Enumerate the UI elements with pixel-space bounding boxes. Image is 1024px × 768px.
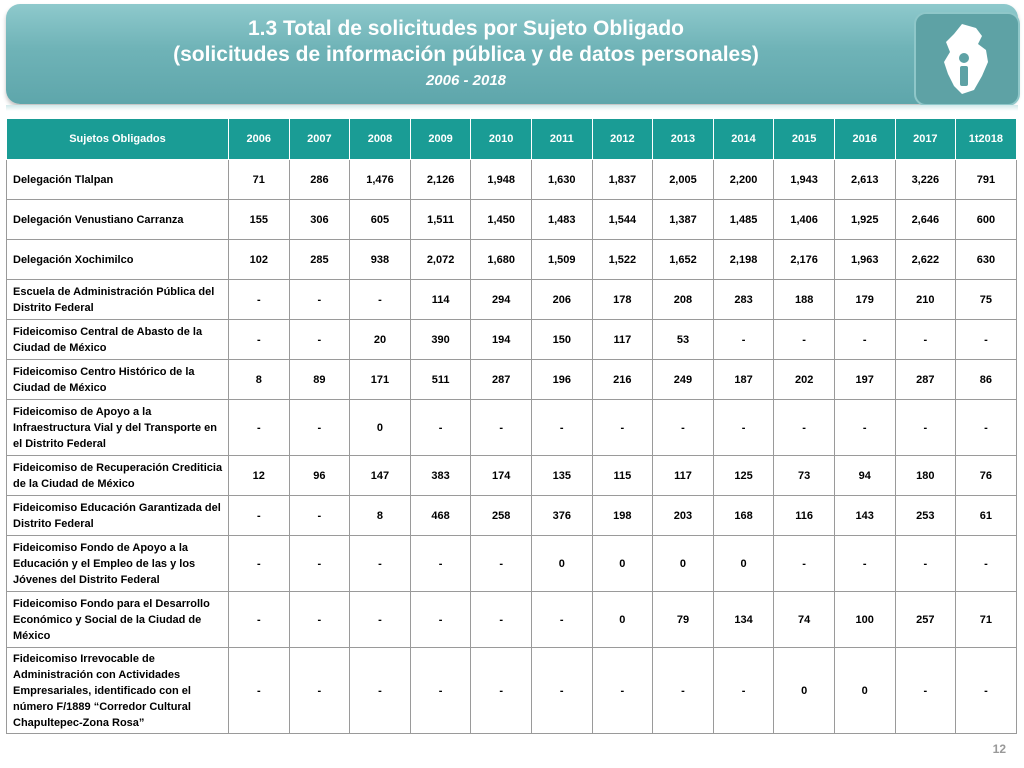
column-header-year: 2010 <box>471 119 532 160</box>
value-cell: 1,476 <box>350 160 411 200</box>
value-cell: - <box>350 536 411 592</box>
value-cell: 600 <box>956 200 1017 240</box>
value-cell: - <box>592 648 653 734</box>
subject-name-cell: Fideicomiso Central de Abasto de la Ciudad de México <box>7 320 229 360</box>
value-cell: 0 <box>653 536 714 592</box>
value-cell: - <box>956 536 1017 592</box>
value-cell: 71 <box>229 160 290 200</box>
value-cell: - <box>289 320 350 360</box>
value-cell: 286 <box>289 160 350 200</box>
table-header-row <box>7 119 1017 160</box>
value-cell: - <box>289 648 350 734</box>
value-cell: 1,963 <box>834 240 895 280</box>
value-cell: 2,176 <box>774 240 835 280</box>
value-cell: - <box>410 536 471 592</box>
column-header-year: 2007 <box>289 119 350 160</box>
subject-name-cell: Fideicomiso Educación Garantizada del Distrito Federal <box>7 496 229 536</box>
value-cell: 171 <box>350 360 411 400</box>
value-cell: - <box>653 400 714 456</box>
value-cell: 197 <box>834 360 895 400</box>
value-cell: 1,837 <box>592 160 653 200</box>
value-cell: 102 <box>229 240 290 280</box>
value-cell: 115 <box>592 456 653 496</box>
column-header-year: 2017 <box>895 119 956 160</box>
value-cell: - <box>229 496 290 536</box>
value-cell: 53 <box>653 320 714 360</box>
table-row <box>7 592 1017 648</box>
value-cell: 0 <box>774 648 835 734</box>
value-cell: 73 <box>774 456 835 496</box>
value-cell: - <box>713 400 774 456</box>
column-header-year: 2015 <box>774 119 835 160</box>
value-cell: - <box>895 648 956 734</box>
value-cell: 174 <box>471 456 532 496</box>
value-cell: 8 <box>350 496 411 536</box>
cdmx-map-info-icon <box>916 14 1018 104</box>
value-cell: 0 <box>834 648 895 734</box>
value-cell: 1,652 <box>653 240 714 280</box>
value-cell: 12 <box>229 456 290 496</box>
column-header-year: 2012 <box>592 119 653 160</box>
column-header-year: 2006 <box>229 119 290 160</box>
table-row <box>7 456 1017 496</box>
subject-name-cell: Fideicomiso Centro Histórico de la Ciudad de México <box>7 360 229 400</box>
value-cell: 283 <box>713 280 774 320</box>
value-cell: - <box>229 592 290 648</box>
cdmx-logo <box>914 12 1020 106</box>
column-header-year: 2013 <box>653 119 714 160</box>
value-cell: 216 <box>592 360 653 400</box>
table-row <box>7 240 1017 280</box>
value-cell: 257 <box>895 592 956 648</box>
subject-name-cell: Delegación Xochimilco <box>7 240 229 280</box>
value-cell: 2,646 <box>895 200 956 240</box>
value-cell: 294 <box>471 280 532 320</box>
table-row <box>7 496 1017 536</box>
table-row <box>7 536 1017 592</box>
value-cell: - <box>653 648 714 734</box>
value-cell: 306 <box>289 200 350 240</box>
value-cell: - <box>410 400 471 456</box>
value-cell: - <box>289 280 350 320</box>
value-cell: 0 <box>350 400 411 456</box>
value-cell: 202 <box>774 360 835 400</box>
value-cell: 249 <box>653 360 714 400</box>
value-cell: - <box>774 536 835 592</box>
value-cell: 1,925 <box>834 200 895 240</box>
value-cell: - <box>229 648 290 734</box>
value-cell: 187 <box>713 360 774 400</box>
value-cell: 376 <box>531 496 592 536</box>
value-cell: - <box>834 536 895 592</box>
subject-name-cell: Fideicomiso de Recuperación Crediticia de la Ciudad de México <box>7 456 229 496</box>
value-cell: 150 <box>531 320 592 360</box>
value-cell: 1,485 <box>713 200 774 240</box>
value-cell: 180 <box>895 456 956 496</box>
value-cell: 2,005 <box>653 160 714 200</box>
value-cell: - <box>289 496 350 536</box>
value-cell: 285 <box>289 240 350 280</box>
value-cell: - <box>774 320 835 360</box>
value-cell: - <box>956 400 1017 456</box>
column-header-year: 2009 <box>410 119 471 160</box>
value-cell: - <box>410 648 471 734</box>
value-cell: 208 <box>653 280 714 320</box>
value-cell: - <box>834 320 895 360</box>
value-cell: 2,622 <box>895 240 956 280</box>
value-cell: 0 <box>531 536 592 592</box>
value-cell: 76 <box>956 456 1017 496</box>
value-cell: 188 <box>774 280 835 320</box>
value-cell: - <box>713 648 774 734</box>
value-cell: 0 <box>592 536 653 592</box>
value-cell: 89 <box>289 360 350 400</box>
page-subtitle: (solicitudes de información pública y de datos personales) <box>173 43 759 66</box>
value-cell: 1,544 <box>592 200 653 240</box>
table-row <box>7 360 1017 400</box>
value-cell: 135 <box>531 456 592 496</box>
subject-name-cell: Escuela de Administración Pública del Distrito Federal <box>7 280 229 320</box>
value-cell: - <box>229 280 290 320</box>
value-cell: 179 <box>834 280 895 320</box>
value-cell: 94 <box>834 456 895 496</box>
value-cell: 100 <box>834 592 895 648</box>
subject-name-cell: Fideicomiso Fondo para el Desarrollo Económico y Social de la Ciudad de México <box>7 592 229 648</box>
table-row <box>7 320 1017 360</box>
value-cell: 61 <box>956 496 1017 536</box>
value-cell: - <box>471 400 532 456</box>
value-cell: - <box>774 400 835 456</box>
value-cell: - <box>956 320 1017 360</box>
table-row <box>7 400 1017 456</box>
value-cell: 155 <box>229 200 290 240</box>
value-cell: 206 <box>531 280 592 320</box>
value-cell: - <box>531 400 592 456</box>
value-cell: - <box>289 592 350 648</box>
value-cell: 253 <box>895 496 956 536</box>
value-cell: 1,948 <box>471 160 532 200</box>
value-cell: 2,613 <box>834 160 895 200</box>
value-cell: - <box>350 592 411 648</box>
value-cell: 1,522 <box>592 240 653 280</box>
value-cell: 1,387 <box>653 200 714 240</box>
column-header-subject: Sujetos Obligados <box>7 119 229 160</box>
value-cell: 287 <box>471 360 532 400</box>
table-row <box>7 200 1017 240</box>
value-cell: - <box>229 536 290 592</box>
value-cell: 287 <box>895 360 956 400</box>
value-cell: 938 <box>350 240 411 280</box>
column-header-year: 2016 <box>834 119 895 160</box>
table-row <box>7 160 1017 200</box>
value-cell: 8 <box>229 360 290 400</box>
table-row <box>7 280 1017 320</box>
value-cell: - <box>229 400 290 456</box>
value-cell: 147 <box>350 456 411 496</box>
value-cell: - <box>592 400 653 456</box>
value-cell: 1,680 <box>471 240 532 280</box>
subject-name-cell: Delegación Venustiano Carranza <box>7 200 229 240</box>
value-cell: - <box>531 592 592 648</box>
value-cell: 383 <box>410 456 471 496</box>
value-cell: 75 <box>956 280 1017 320</box>
subject-name-cell: Delegación Tlalpan <box>7 160 229 200</box>
value-cell: 96 <box>289 456 350 496</box>
value-cell: - <box>229 320 290 360</box>
value-cell: - <box>289 400 350 456</box>
value-cell: 117 <box>592 320 653 360</box>
value-cell: 20 <box>350 320 411 360</box>
value-cell: 791 <box>956 160 1017 200</box>
value-cell: - <box>350 280 411 320</box>
value-cell: 1,509 <box>531 240 592 280</box>
value-cell: - <box>531 648 592 734</box>
value-cell: 143 <box>834 496 895 536</box>
value-cell: 630 <box>956 240 1017 280</box>
value-cell: 2,198 <box>713 240 774 280</box>
value-cell: 79 <box>653 592 714 648</box>
period-label: 2006 - 2018 <box>425 72 507 89</box>
value-cell: 2,072 <box>410 240 471 280</box>
column-header-year: 2011 <box>531 119 592 160</box>
value-cell: 390 <box>410 320 471 360</box>
value-cell: 2,126 <box>410 160 471 200</box>
value-cell: 196 <box>531 360 592 400</box>
value-cell: 178 <box>592 280 653 320</box>
value-cell: 198 <box>592 496 653 536</box>
value-cell: 605 <box>350 200 411 240</box>
value-cell: - <box>834 400 895 456</box>
column-header-year: 2014 <box>713 119 774 160</box>
value-cell: 1,943 <box>774 160 835 200</box>
value-cell: 1,406 <box>774 200 835 240</box>
value-cell: 134 <box>713 592 774 648</box>
subject-name-cell: Fideicomiso de Apoyo a la Infraestructura Vial y del Transporte en el Distrito Federal <box>7 400 229 456</box>
title-banner <box>6 4 1018 104</box>
value-cell: 125 <box>713 456 774 496</box>
value-cell: - <box>895 320 956 360</box>
value-cell: - <box>289 536 350 592</box>
table-row <box>7 648 1017 734</box>
value-cell: 258 <box>471 496 532 536</box>
value-cell: 511 <box>410 360 471 400</box>
page-number: 12 <box>992 742 1006 756</box>
value-cell: 468 <box>410 496 471 536</box>
value-cell: 2,200 <box>713 160 774 200</box>
value-cell: 3,226 <box>895 160 956 200</box>
requests-table <box>6 118 1017 734</box>
value-cell: - <box>956 648 1017 734</box>
value-cell: - <box>410 592 471 648</box>
column-header-year: 1t2018 <box>956 119 1017 160</box>
value-cell: - <box>713 320 774 360</box>
value-cell: 1,511 <box>410 200 471 240</box>
value-cell: 194 <box>471 320 532 360</box>
value-cell: 74 <box>774 592 835 648</box>
value-cell: 86 <box>956 360 1017 400</box>
value-cell: 0 <box>592 592 653 648</box>
value-cell: 1,630 <box>531 160 592 200</box>
value-cell: - <box>895 400 956 456</box>
subject-name-cell: Fideicomiso Irrevocable de Administración con Actividades Empresariales, identificado con el número F/1889 “Corredor Cultural Chapultepec-Zona Rosa” <box>7 648 229 734</box>
subject-name-cell: Fideicomiso Fondo de Apoyo a la Educación y el Empleo de las y los Jóvenes del Distrito Federal <box>7 536 229 592</box>
value-cell: 117 <box>653 456 714 496</box>
value-cell: - <box>471 536 532 592</box>
value-cell: 1,450 <box>471 200 532 240</box>
value-cell: 116 <box>774 496 835 536</box>
value-cell: 114 <box>410 280 471 320</box>
value-cell: - <box>471 648 532 734</box>
table-body <box>7 160 1017 734</box>
value-cell: - <box>471 592 532 648</box>
page-title: 1.3 Total de solicitudes por Sujeto Obligado <box>248 17 684 40</box>
value-cell: - <box>350 648 411 734</box>
title-block <box>6 16 926 92</box>
value-cell: 168 <box>713 496 774 536</box>
banner-divider <box>6 105 1018 111</box>
value-cell: 210 <box>895 280 956 320</box>
value-cell: 203 <box>653 496 714 536</box>
value-cell: - <box>895 536 956 592</box>
value-cell: 0 <box>713 536 774 592</box>
value-cell: 1,483 <box>531 200 592 240</box>
column-header-year: 2008 <box>350 119 411 160</box>
value-cell: 71 <box>956 592 1017 648</box>
